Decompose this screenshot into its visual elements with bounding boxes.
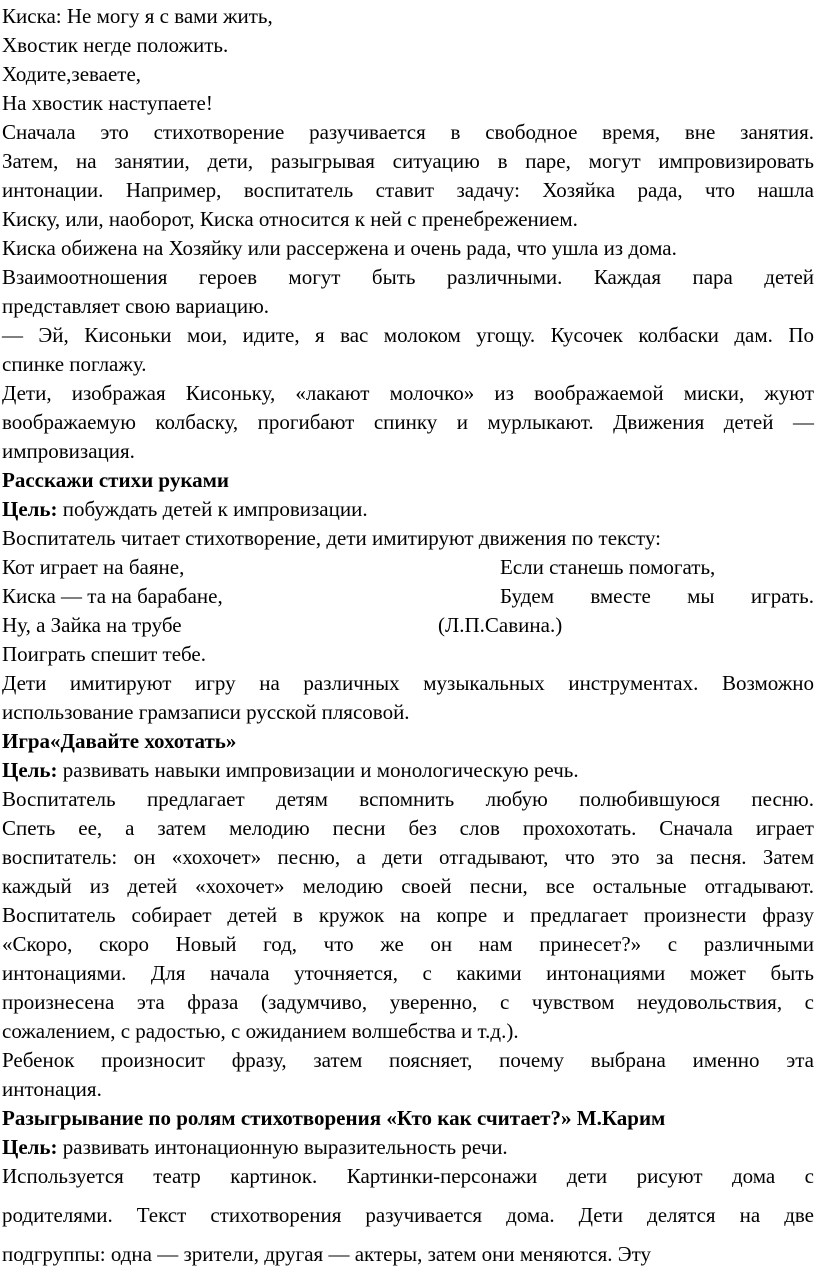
poem-line: Киска: Не могу я с вами жить, xyxy=(2,4,273,28)
goal-label: Цель: xyxy=(2,497,58,521)
paragraph-line: каждый из детей «хохочет» мелодию своей песни, все остальные отгадывают. xyxy=(2,874,814,898)
section-heading: Расскажи стихи руками xyxy=(2,468,230,492)
poem-author: (Л.П.Савина.) xyxy=(438,613,563,637)
paragraph-line: Киску, или, наоборот, Киска относится к ней с пренебрежением. xyxy=(2,207,578,231)
poem-line: Ну, а Зайка на трубе xyxy=(2,613,182,637)
paragraph-line: Киска обижена на Хозяйку или рассержена и очень рада, что ушла из дома. xyxy=(2,236,677,260)
paragraph-line: интонации. Например, воспитатель ставит задачу: Хозяйка рада, что нашла xyxy=(2,178,814,202)
poem-line: На хвостик наступаете! xyxy=(2,91,213,115)
paragraph-line: подгруппы: одна — зрители, другая — актеры, затем они меняются. Эту xyxy=(2,1242,652,1266)
paragraph-line: Воспитатель читает стихотворение, дети имитируют движения по тексту: xyxy=(2,526,662,550)
paragraph-line: Взаимоотношения героев могут быть различными. Каждая пара детей xyxy=(2,265,814,289)
section-heading: Игра«Давайте хохотать» xyxy=(2,729,237,753)
paragraph-line: интонациями. Для начала уточняется, с какими интонациями может быть xyxy=(2,961,814,985)
paragraph-line: «Скоро, скоро Новый год, что же он нам принесет?» с различными xyxy=(2,932,814,956)
goal-text: развивать интонационную выразительность речи. xyxy=(57,1135,508,1159)
paragraph-line: Ребенок произносит фразу, затем поясняет, почему выбрана именно эта xyxy=(2,1048,814,1072)
paragraph-line: Спеть ее, а затем мелодию песни без слов прохохотать. Сначала играет xyxy=(2,816,814,840)
goal-text: побуждать детей к импровизации. xyxy=(57,497,368,521)
goal-label: Цель: xyxy=(2,1135,58,1159)
paragraph-line: Воспитатель предлагает детям вспомнить любую полюбившуюся песню. xyxy=(2,787,814,811)
paragraph-line: Используется театр картинок. Картинки-персонажи дети рисуют дома с xyxy=(2,1164,814,1188)
paragraph-line: — Эй, Кисоньки мои, идите, я вас молоком угощу. Кусочек колбаски дам. По xyxy=(2,323,814,347)
goal-line xyxy=(2,495,814,523)
paragraph-line: представляет свою вариацию. xyxy=(2,294,270,318)
section-heading: Разыгрывание по ролям стихотворения «Кто как считает?» М.Карим xyxy=(2,1106,666,1130)
poem-line: Кот играет на баяне, xyxy=(2,555,185,579)
poem-line: Хвостик негде положить. xyxy=(2,33,229,57)
paragraph-line: Затем, на занятии, дети, разыгрывая ситуацию в паре, могут импровизировать xyxy=(2,149,814,173)
goal-label: Цель: xyxy=(2,758,58,782)
paragraph-line: произнесена эта фраза (задумчиво, уверенно, с чувством неудовольствия, с xyxy=(2,990,814,1014)
poem-line: Будем вместе мы играть. xyxy=(500,584,814,608)
paragraph-line: сожалением, с радостью, с ожиданием волшебства и т.д.). xyxy=(2,1019,519,1043)
poem-line: Ходите,зеваете, xyxy=(2,62,142,86)
paragraph-line: воображаемую колбаску, прогибают спинку и мурлыкают. Движения детей — xyxy=(2,410,814,434)
paragraph-line: Дети имитируют игру на различных музыкальных инструментах. Возможно xyxy=(2,671,814,695)
poem-line: Если станешь помогать, xyxy=(500,555,716,579)
paragraph-line: родителями. Текст стихотворения разучивается дома. Дети делятся на две xyxy=(2,1203,814,1227)
paragraph-line: Дети, изображая Кисоньку, «лакают молочко» из воображаемой миски, жуют xyxy=(2,381,814,405)
goal-line xyxy=(2,1133,814,1161)
paragraph-line: Сначала это стихотворение разучивается в свободное время, вне занятия. xyxy=(2,120,814,144)
paragraph-line: использование грамзаписи русской плясовой. xyxy=(2,700,410,724)
paragraph-line: Воспитатель собирает детей в кружок на копре и предлагает произнести фразу xyxy=(2,903,814,927)
goal-line xyxy=(2,756,814,784)
paragraph-line: спинке поглажу. xyxy=(2,352,147,376)
paragraph-line: воспитатель: он «хохочет» песню, а дети отгадывают, что это за песня. Затем xyxy=(2,845,814,869)
poem-line: Киска — та на барабане, xyxy=(2,584,223,608)
poem-line: Поиграть спешит тебе. xyxy=(2,642,206,666)
goal-text: развивать навыки импровизации и монологическую речь. xyxy=(57,758,579,782)
paragraph-line: интонация. xyxy=(2,1077,102,1101)
paragraph-line: импровизация. xyxy=(2,439,135,463)
